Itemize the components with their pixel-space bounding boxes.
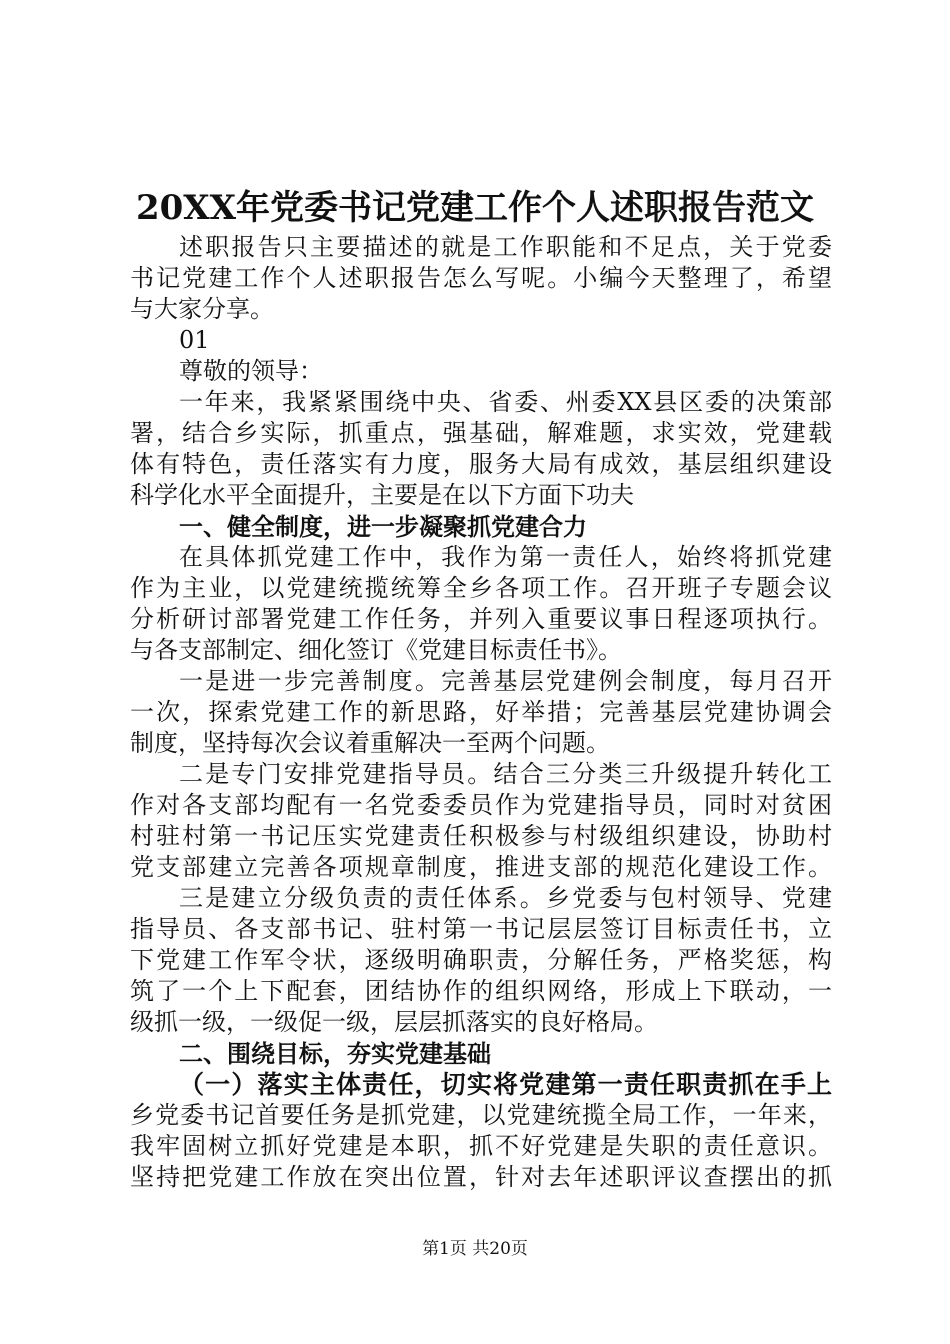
paragraph-line: 一年来，我紧紧围绕中央、省委、州委XX县区委的决策部 xyxy=(179,388,832,416)
paragraph-line: 科学化水平全面提升，主要是在以下方面下功夫 xyxy=(130,481,634,509)
paragraph-line: 体有特色，责任落实有力度，服务大局有成效，基层组织建设 xyxy=(130,450,832,478)
paragraph-line: 一次，探索党建工作的新思路，好举措；完善基层党建协调会 xyxy=(130,698,832,726)
section-number: 01 xyxy=(179,326,210,354)
paragraph-line: 我牢固树立抓好党建是本职，抓不好党建是失职的责任意识。 xyxy=(130,1132,832,1160)
paragraph-line: 与各支部制定、细化签订《党建目标责任书》。 xyxy=(130,636,622,664)
paragraph-line: 下党建工作军令状，逐级明确职责，分解任务，严格奖惩，构 xyxy=(130,946,832,974)
document-body xyxy=(130,232,832,1193)
paragraph-line: 在具体抓党建工作中，我作为第一责任人，始终将抓党建 xyxy=(179,543,832,571)
paragraph-line: 一是进一步完善制度。完善基层党建例会制度，每月召开 xyxy=(179,667,832,695)
page-footer: 第1页 共20页 xyxy=(422,1239,528,1259)
paragraph-line: 述职报告只主要描述的就是工作职能和不足点，关于党委 xyxy=(179,233,832,261)
paragraph-line: 指导员、各支部书记、驻村第一书记层层签订目标责任书，立 xyxy=(130,915,832,943)
paragraph-line: 作为主业，以党建统揽统筹全乡各项工作。召开班子专题会议 xyxy=(130,574,832,602)
paragraph-line: 与大家分享。 xyxy=(130,295,274,323)
paragraph-line: 乡党委书记首要任务是抓党建，以党建统揽全局工作，一年来， xyxy=(130,1101,832,1129)
paragraph-line: 三是建立分级负责的责任体系。乡党委与包村领导、党建 xyxy=(179,884,832,912)
section-heading: 二、围绕目标，夯实党建基础 xyxy=(179,1039,491,1068)
paragraph-line: 村驻村第一书记压实党建责任积极参与村级组织建设，协助村 xyxy=(130,822,832,850)
salutation: 尊敬的领导： xyxy=(179,357,323,385)
paragraph-line: 坚持把党建工作放在突出位置，针对去年述职评议查摆出的抓 xyxy=(130,1163,832,1191)
section-heading: 一、健全制度，进一步凝聚抓党建合力 xyxy=(179,512,587,541)
paragraph-line: 筑了一个上下配套，团结协作的组织网络，形成上下联动，一 xyxy=(130,977,832,1005)
paragraph-line: 书记党建工作个人述职报告怎么写呢。小编今天整理了，希望 xyxy=(130,264,832,292)
document-title: 20XX年党委书记党建工作个人述职报告范文 xyxy=(135,188,815,228)
paragraph-line: 分析研讨部署党建工作任务，并列入重要议事日程逐项执行。 xyxy=(130,605,832,633)
paragraph-line: 作对各支部均配有一名党委委员作为党建指导员，同时对贫困 xyxy=(130,791,832,819)
paragraph-line: 制度，坚持每次会议着重解决一至两个问题。 xyxy=(130,729,610,757)
paragraph-line: 党支部建立完善各项规章制度，推进支部的规范化建设工作。 xyxy=(130,853,832,881)
paragraph-line: 署，结合乡实际，抓重点，强基础，解难题，求实效，党建载 xyxy=(130,419,832,447)
subsection-heading: （一）落实主体责任，切实将党建第一责任职责抓在手上 xyxy=(179,1070,832,1099)
paragraph-line: 二是专门安排党建指导员。结合三分类三升级提升转化工 xyxy=(179,760,832,788)
paragraph-line: 级抓一级，一级促一级，层层抓落实的良好格局。 xyxy=(130,1008,658,1036)
